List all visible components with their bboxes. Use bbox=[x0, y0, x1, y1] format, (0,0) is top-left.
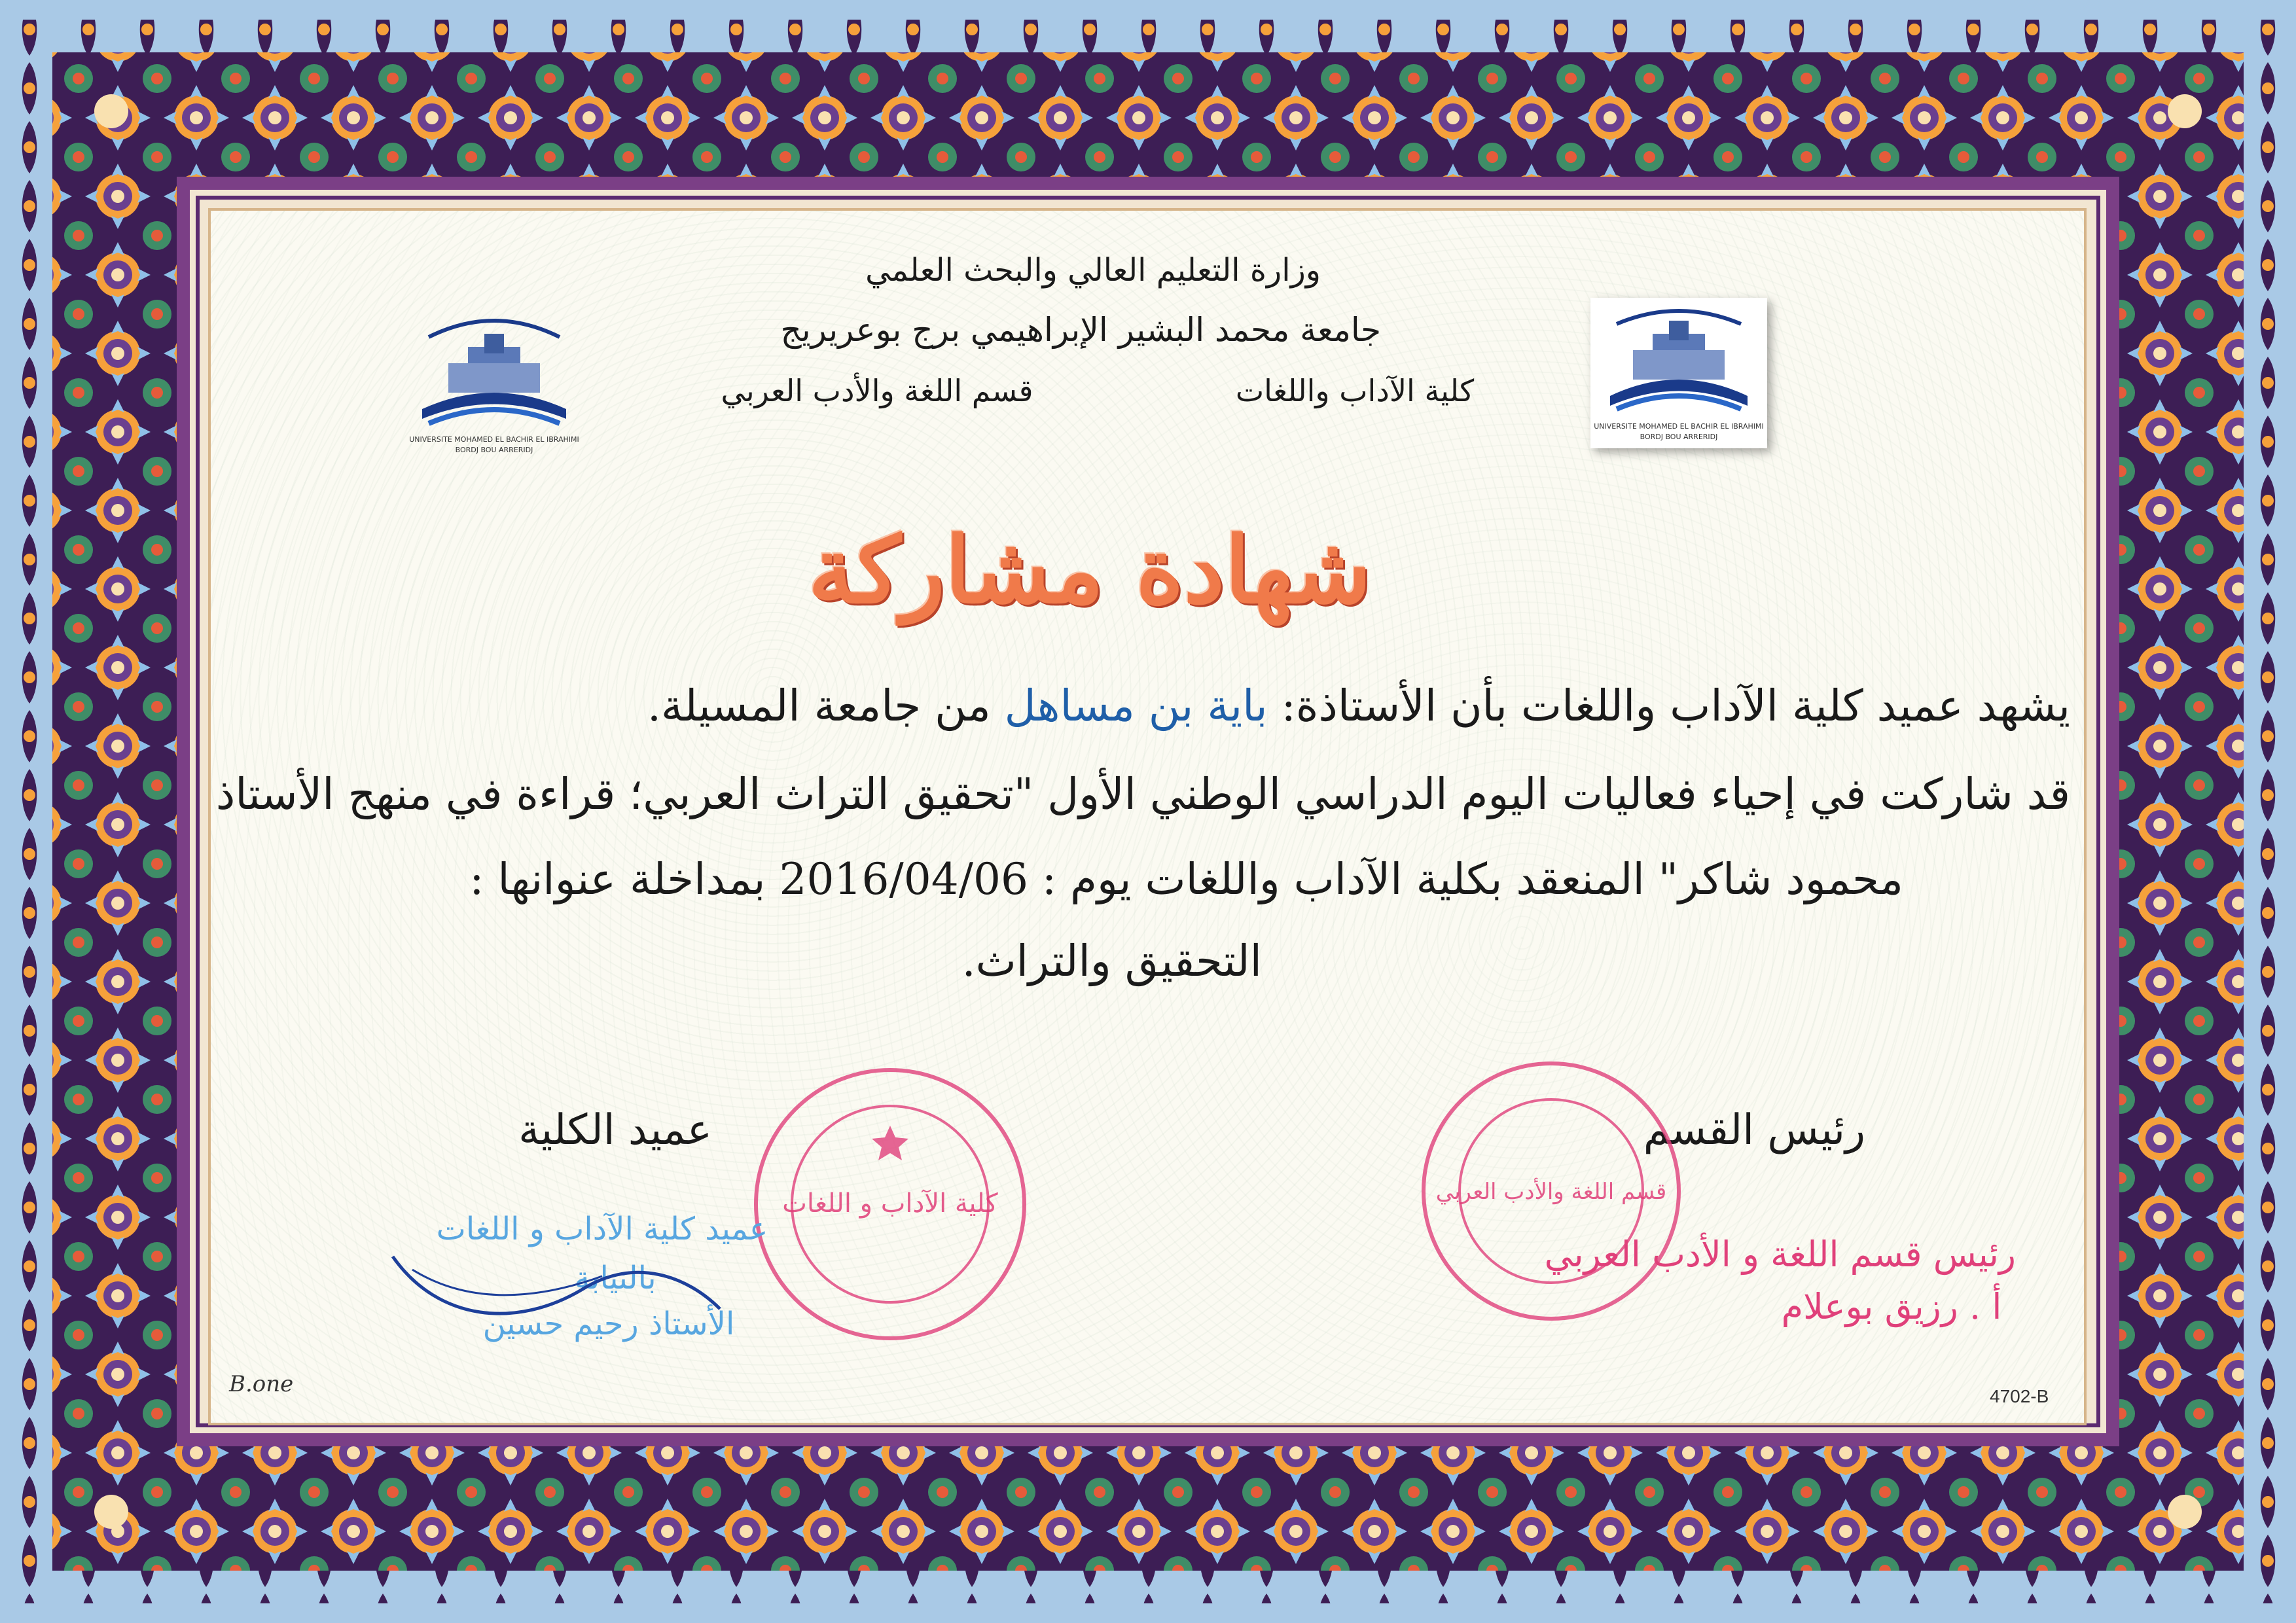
body-line-4: التحقيق والتراث. bbox=[961, 936, 1262, 986]
head-label: رئيس القسم bbox=[1643, 1106, 1865, 1154]
head-signature-name: أ . رزيق بوعلام bbox=[1781, 1286, 2002, 1327]
printer-mark: B.one bbox=[229, 1371, 294, 1397]
logo-caption-1-left: UNIVERSITE MOHAMED EL BACHIR EL IBRAHIMI bbox=[409, 435, 579, 444]
logo-caption-2-left: BORDJ BOU ARRERIDJ bbox=[455, 446, 533, 454]
body-line-1-prefix: يشهد عميد كلية الآداب واللغات بأن الأستاذة: bbox=[1267, 681, 2070, 731]
faculty-logo-left bbox=[403, 304, 586, 461]
faculty-stamp-text: كلية الآداب و اللغات bbox=[782, 1188, 998, 1219]
dean-signature-name: الأستاذ رحيم حسين bbox=[482, 1306, 735, 1342]
head-signature-title: رئيس قسم اللغة و الأدب العربي bbox=[1544, 1234, 2016, 1275]
logo-caption-2: BORDJ BOU ARRERIDJ bbox=[1640, 433, 1718, 441]
department-stamp bbox=[1414, 1054, 1689, 1329]
department-name: قسم اللغة والأدب العربي bbox=[721, 373, 1033, 408]
logo-caption-1: UNIVERSITE MOHAMED EL BACHIR EL IBRAHIMI bbox=[1594, 422, 1764, 431]
certificate-title: شهادة مشاركة bbox=[808, 517, 1372, 624]
body-line-1-suffix: من جامعة المسيلة. bbox=[647, 681, 1005, 731]
department-stamp-text: قسم اللغة والأدب العربي bbox=[1435, 1179, 1667, 1205]
dean-signature-proxy: بالنيابة bbox=[574, 1260, 656, 1296]
dean-signature-title: عميد كلية الآداب و اللغات bbox=[436, 1211, 768, 1247]
dean-label: عميد الكلية bbox=[518, 1106, 712, 1154]
stamp-star-icon bbox=[872, 1126, 908, 1160]
university-name: جامعة محمد البشير الإبراهيمي برج بوعريريج bbox=[780, 311, 1381, 349]
ministry-name: وزارة التعليم العالي والبحث العلمي bbox=[865, 252, 1321, 289]
participant-name: باية بن مساهل bbox=[1004, 681, 1268, 731]
body-line-1 bbox=[647, 681, 2070, 731]
university-logo-icon bbox=[1590, 298, 1767, 448]
body-line-2: قد شاركت في إحياء فعاليات اليوم الدراسي الوطني الأول "تحقيق التراث العربي؛ قراءة في منهج الأستاذ bbox=[215, 769, 2070, 819]
faculty-stamp bbox=[746, 1060, 1034, 1348]
faculty-name: كلية الآداب واللغات bbox=[1235, 373, 1475, 408]
dean-handwritten-signature bbox=[386, 1230, 726, 1335]
print-code: 4702-B bbox=[1990, 1386, 2049, 1406]
faculty-logo-icon bbox=[403, 304, 586, 461]
university-logo-right bbox=[1590, 298, 1767, 448]
body-line-3: محمود شاكر" المنعقد بكلية الآداب واللغات يوم : 2016/04/06 بمداخلة عنوانها : bbox=[469, 854, 1903, 904]
